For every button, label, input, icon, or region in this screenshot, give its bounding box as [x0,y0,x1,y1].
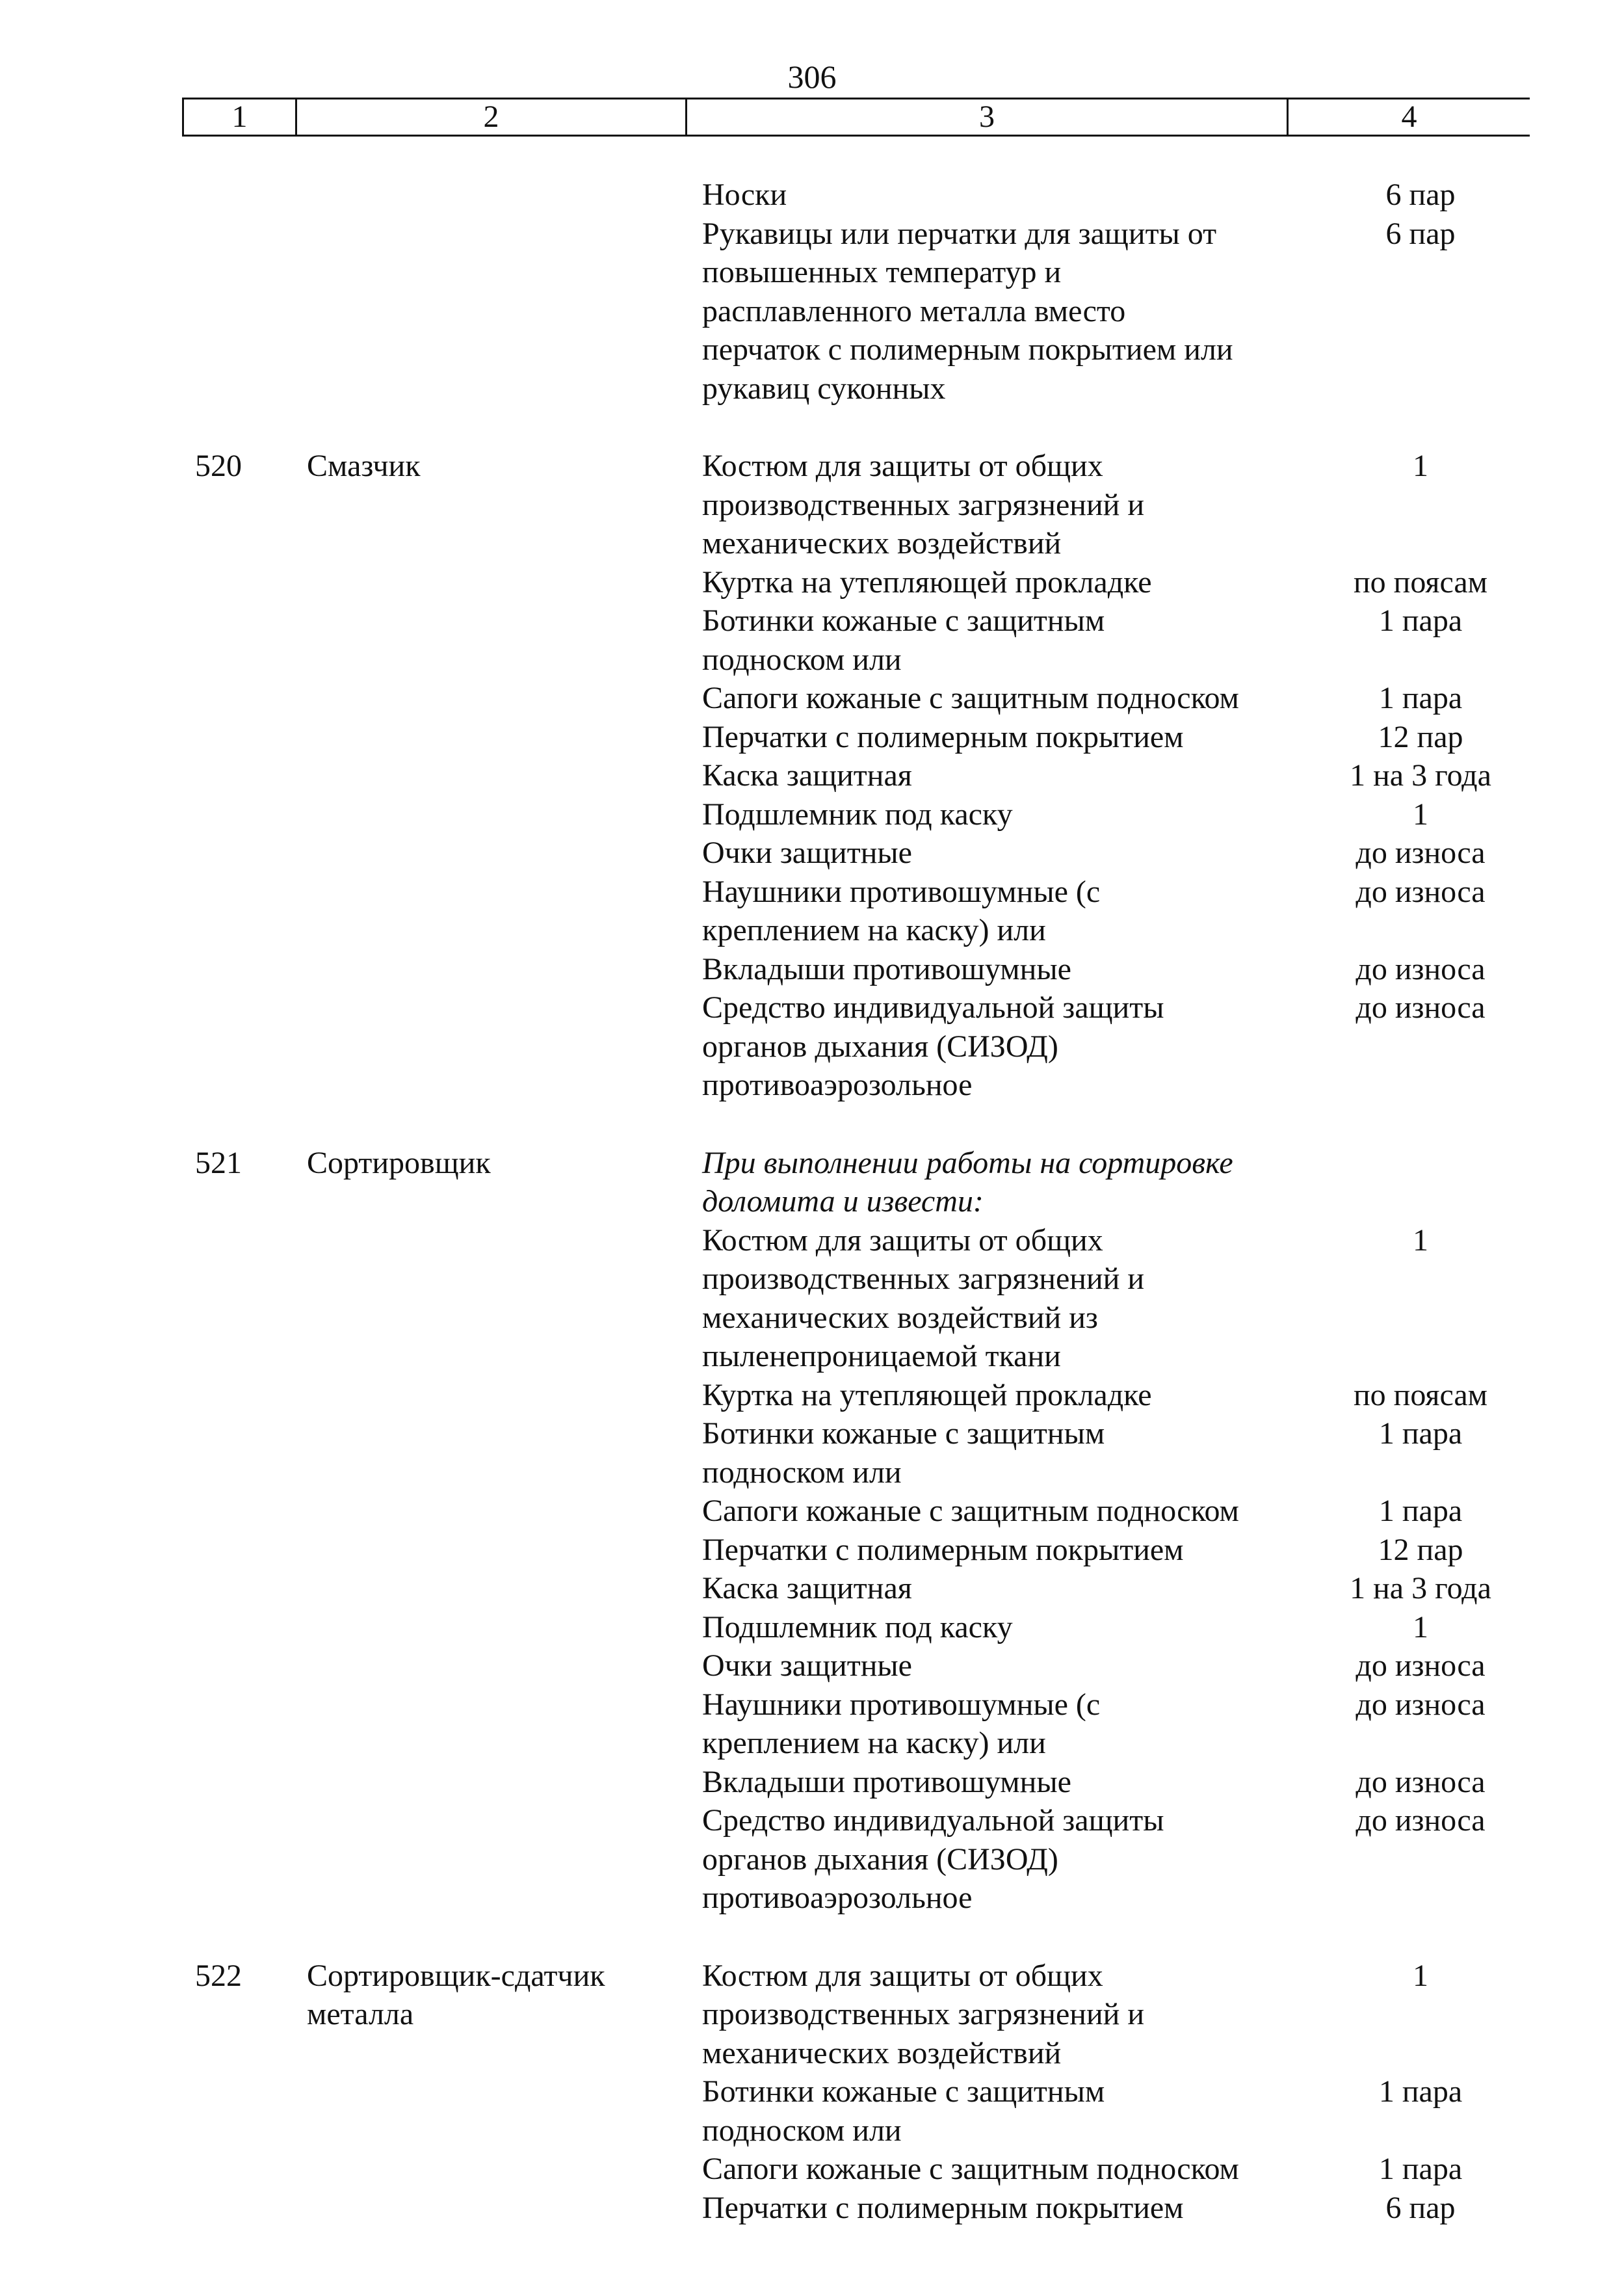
item-quantity: до износа [1356,874,1486,909]
continuation-items [702,176,1547,408]
item-quantity: по поясам [1353,564,1488,600]
item-name: Каска защитная [702,1571,912,1605]
list-item [702,1221,1547,1376]
ppe-items [702,447,1547,1105]
item-name: Сапоги кожаные с защитным подноском [702,681,1239,715]
list-item [702,215,1547,408]
item-name: Средство индивидуальной защиты органов дыхания (СИЗОД) противоаэрозольное [702,1803,1164,1915]
item-name: Рукавицы или перчатки для защиты от повышенных температур и расплавленного металла вместо перчаток с полимерным покрытием или рукавиц суконных [702,216,1233,406]
item-quantity: до износа [1356,1687,1486,1722]
item-name: Костюм для защиты от общих производственных загрязнений и механических воздействий [702,449,1145,561]
row-number: 520 [195,449,242,483]
item-quantity: до износа [1356,1803,1486,1838]
list-item [702,1763,1547,1802]
list-item [702,718,1547,757]
list-item [702,1646,1547,1685]
ppe-items [702,1957,1547,2228]
item-quantity: 1 пара [1378,681,1463,715]
item-name: Сапоги кожаные с защитным подноском [702,1494,1239,1528]
item-name: Каска защитная [702,758,912,793]
item-name: Наушники противошумные (с креплением на каску) или [702,874,1101,947]
section-note: При выполнении работы на сортировке доломита и извести: [702,1145,1233,1219]
list-item [702,447,1547,563]
table-body [0,176,1624,2227]
item-name: Вкладыши противошумные [702,1764,1071,1799]
list-item [702,679,1547,718]
table-row [0,1957,1624,2228]
item-quantity: до износа [1356,1648,1486,1683]
item-name: Куртка на утепляющей прокладке [702,1377,1152,1412]
page-number: 306 [787,59,837,95]
item-name: Перчатки с полимерным покрытием [702,719,1184,754]
item-name: Вкладыши противошумные [702,951,1071,986]
item-quantity: до износа [1356,990,1486,1025]
list-item [702,2189,1547,2228]
item-quantity: 1 пара [1378,603,1463,638]
table-row [0,1144,1624,1918]
list-item [702,1414,1547,1492]
profession-name: Сортировщик-сдатчик металла [307,1958,605,2031]
list-item [702,756,1547,795]
list-item [702,563,1547,602]
header-col-3: 3 [687,99,1289,135]
item-quantity: 1 [1413,797,1428,832]
list-item [702,988,1547,1105]
item-quantity: до износа [1356,951,1486,986]
item-quantity: 12 пар [1378,719,1463,754]
item-quantity: 6 пар [1385,2190,1456,2225]
list-item [702,2072,1547,2150]
item-quantity: 1 [1413,1222,1428,1258]
item-name: Ботинки кожаные с защитным подноском или [702,603,1105,677]
item-quantity: до износа [1356,836,1486,870]
list-item [702,1801,1547,1918]
item-quantity: 1 [1413,1609,1428,1644]
item-quantity: 6 пар [1385,178,1456,212]
item-name: Ботинки кожаные с защитным подноском или [702,2074,1105,2148]
list-item [702,834,1547,873]
list-item [702,795,1547,834]
item-quantity: 1 пара [1378,1494,1463,1528]
item-name: Подшлемник под каску [702,1609,1013,1644]
item-quantity: 1 пара [1378,1416,1463,1451]
item-quantity: 6 пар [1385,216,1456,251]
list-item [702,1376,1547,1415]
item-name: Очки защитные [702,836,912,870]
table-header [182,98,1530,137]
list-item [702,601,1547,679]
item-quantity: 1 [1413,449,1428,483]
continuation-section [0,176,1624,408]
item-quantity: 1 пара [1378,2152,1463,2186]
list-item [702,950,1547,989]
item-quantity: 1 [1413,1958,1428,1993]
list-item [702,1492,1547,1531]
list-item [702,176,1547,215]
item-name: Наушники противошумные (с креплением на каску) или [702,1687,1101,1760]
item-quantity: 1 на 3 года [1350,1571,1491,1605]
item-name: Куртка на утепляющей прокладке [702,564,1152,600]
item-quantity: до износа [1356,1764,1486,1799]
ppe-items [702,1144,1547,1918]
item-name: Перчатки с полимерным покрытием [702,1532,1184,1567]
item-name: Носки [702,178,787,212]
item-quantity: 1 на 3 года [1350,758,1491,793]
row-number: 522 [195,1958,242,1993]
item-quantity: 1 пара [1378,2074,1463,2109]
item-name: Сапоги кожаные с защитным подноском [702,2152,1239,2186]
item-name: Подшлемник под каску [702,797,1013,832]
list-item [702,1957,1547,2073]
item-name: Костюм для защиты от общих производственных загрязнений и механических воздействий из пыленепроницаемой ткани [702,1222,1145,1373]
item-name: Средство индивидуальной защиты органов дыхания (СИЗОД) противоаэрозольное [702,990,1164,1102]
header-col-2: 2 [297,99,687,135]
item-quantity: по поясам [1353,1377,1488,1412]
item-name: Перчатки с полимерным покрытием [702,2190,1184,2225]
item-name: Очки защитные [702,1648,912,1683]
header-col-4: 4 [1401,99,1417,134]
list-item [702,1685,1547,1763]
list-item [702,1608,1547,1647]
list-item [702,1569,1547,1608]
row-number: 521 [195,1145,242,1180]
list-item [702,1531,1547,1570]
list-item [702,873,1547,950]
header-col-1: 1 [182,99,297,135]
item-name: Ботинки кожаные с защитным подноском или [702,1416,1105,1490]
profession-name: Сортировщик [307,1145,491,1180]
item-quantity: 12 пар [1378,1532,1463,1567]
list-item [702,2150,1547,2189]
item-name: Костюм для защиты от общих производственных загрязнений и механических воздействий [702,1958,1145,2070]
table-row [0,447,1624,1105]
profession-name: Смазчик [307,449,421,483]
